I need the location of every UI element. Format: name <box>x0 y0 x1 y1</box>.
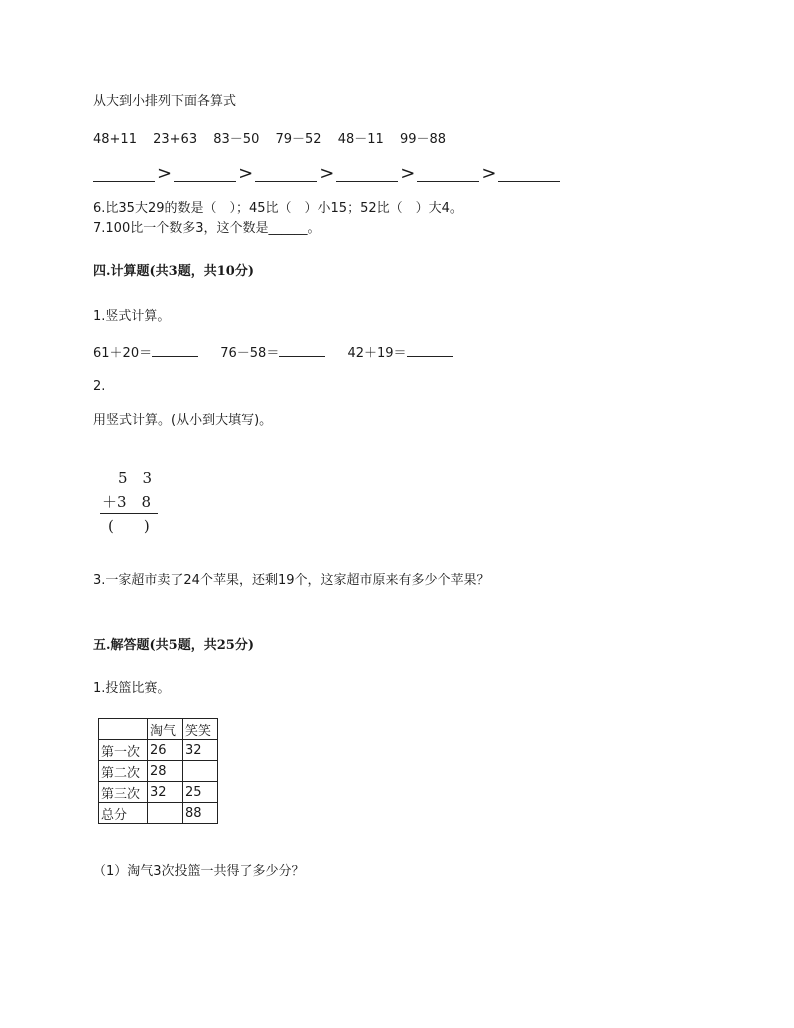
table-row <box>99 740 218 761</box>
answer-blank[interactable] <box>174 167 236 182</box>
answer-blank[interactable] <box>498 167 560 182</box>
table-cell: 25 <box>183 782 218 803</box>
table-cell: 32 <box>148 782 183 803</box>
section5-heading: 五.解答题(共5题，共25分) <box>93 638 254 653</box>
expression-list <box>93 132 458 148</box>
answer-blank[interactable] <box>336 167 398 182</box>
answer-blank[interactable] <box>279 344 325 357</box>
table-cell: 88 <box>183 803 218 824</box>
answer-blank[interactable] <box>93 167 155 182</box>
s4-q2-title: 用竖式计算。(从小到大填写)。 <box>93 413 273 428</box>
calc-expression: 42＋19＝ <box>347 346 407 361</box>
table-cell: 第二次 <box>99 761 148 782</box>
answer-blank[interactable] <box>152 344 198 357</box>
ordering-blanks <box>93 163 560 184</box>
expression: 48－11 <box>337 132 384 147</box>
greater-than-sign: > <box>238 163 254 184</box>
expression: 79－52 <box>275 132 322 147</box>
greater-than-sign: > <box>319 163 335 184</box>
s4-q1-items <box>93 344 471 362</box>
q6: 6.比35大29的数是（ ）；45比（ ）小15；52比（ ）大4。 <box>93 201 463 216</box>
answer-blank[interactable] <box>407 344 453 357</box>
greater-than-sign: > <box>157 163 173 184</box>
greater-than-sign: > <box>400 163 416 184</box>
table-header-cell: 淘气 <box>148 719 183 740</box>
s4-q2-number: 2. <box>93 379 106 394</box>
answer-blank[interactable] <box>255 167 317 182</box>
table-cell: 第一次 <box>99 740 148 761</box>
vertical-calculation <box>100 466 170 538</box>
table-cell: 26 <box>148 740 183 761</box>
s5-q1-sub1: （1）淘气3次投篮一共得了多少分？ <box>93 864 305 879</box>
expression: 48+11 <box>93 132 137 147</box>
score-table <box>98 718 218 824</box>
table-cell: 总分 <box>99 803 148 824</box>
expression: 23+63 <box>153 132 198 147</box>
table-header-cell: 笑笑 <box>183 719 218 740</box>
s4-q3: 3.一家超市卖了24个苹果，还剩19个，这家超市原来有多少个苹果？ <box>93 573 490 588</box>
table-cell: 32 <box>183 740 218 761</box>
expression: 99－88 <box>399 132 447 147</box>
q5-title: 从大到小排列下面各算式 <box>93 94 237 109</box>
section4-heading: 四.计算题(共3题，共10分) <box>93 264 254 279</box>
s5-q1-title: 1.投篮比赛。 <box>93 681 171 696</box>
vertical-row-result[interactable]: ( ) <box>108 517 150 535</box>
q7: 7.100比一个数多3，这个数是______。 <box>93 221 321 236</box>
table-cell <box>148 803 183 824</box>
table-header-cell <box>99 719 148 740</box>
calc-expression: 61＋20＝ <box>93 346 153 361</box>
vertical-row-top: 5 3 <box>118 469 153 487</box>
table-row <box>99 761 218 782</box>
s4-q1-title: 1.竖式计算。 <box>93 309 171 324</box>
vertical-row-addend: ＋3 8 <box>102 493 152 511</box>
expression: 83－50 <box>213 132 260 147</box>
greater-than-sign: > <box>481 163 497 184</box>
table-cell <box>183 761 218 782</box>
table-row <box>99 803 218 824</box>
calc-expression: 76－58＝ <box>220 346 280 361</box>
table-row <box>99 782 218 803</box>
answer-blank[interactable] <box>417 167 479 182</box>
table-header-row <box>99 719 218 740</box>
table-cell: 28 <box>148 761 183 782</box>
table-cell: 第三次 <box>99 782 148 803</box>
